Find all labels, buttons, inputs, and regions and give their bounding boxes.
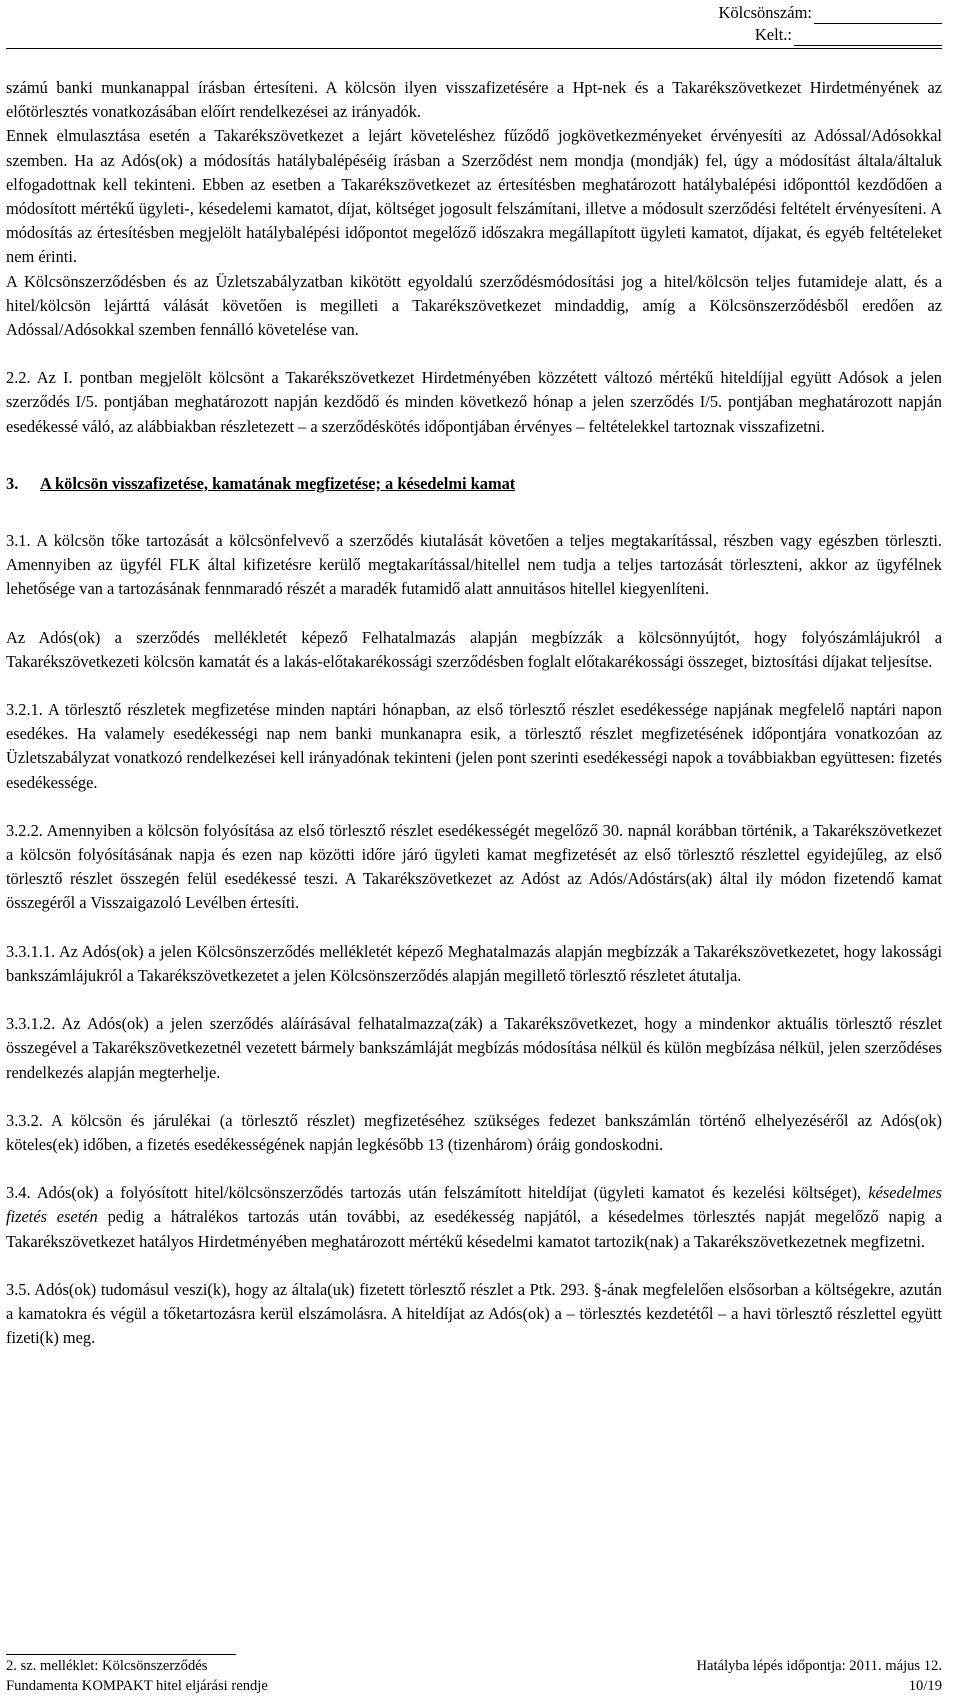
page-header	[602, 2, 942, 46]
paragraph-3-4-part-b: pedig a hátralékos tartozás után további, az esedékesség napjától, a késedelmes törlesztés napját megelőző napig a Takarékszövetkezet hatályos Hirdetményében meghatározott mértékű késedelmi kamatot tartozik(nak) a Takarékszövetkezetnek megfizetni.	[6, 1207, 942, 1251]
loan-number-blank	[814, 6, 942, 24]
page-number: 10/19	[908, 1678, 942, 1694]
document-body	[6, 76, 942, 1350]
paragraph-prepayment-notice: számú banki munkanappal írásban értesíteni. A kölcsön ilyen visszafizetésére a Hpt-nek és a Takarékszövetkezet Hirdetményének az előtörlesztés vonatkozásában előírt rendelkezései az irányadók.	[6, 78, 942, 122]
date-field	[602, 24, 942, 46]
page-footer	[6, 1656, 942, 1696]
loan-number-label: Kölcsönszám:	[718, 3, 812, 22]
paragraph-authorization: Az Adós(ok) a szerződés mellékletét képező Felhatalmazás alapján megbízzák a kölcsönnyújtót, hogy folyószámlájukról a Takarékszövetkezeti kölcsön kamatát és a lakás-előtakarékossági szerződésben foglalt előtakarékossági összeget, biztosítási díjakat teljesítse.	[6, 627, 942, 671]
loan-number-field	[602, 2, 942, 24]
paragraph-modification-terms: Ennek elmulasztása esetén a Takarékszövetkezet a lejárt követeléshez fűződő jogkövetkezményeket érvényesíti az Adóssal/Adósokkal szemben. Ha az Adós(ok) a módosítás hatálybalépéséig írásban a Szerződést nem mondja (mondják) fel, úgy a módosítást általa/általuk elfogadottnak kell tekinteni. Ebben az esetben a Takarékszövetkezet az értesítésben meghatározott hatálybalépési időponttól kezdődően a módosított mértékű ügyleti-, késedelemi kamatot, díjat, költséget jogosult felszámítani, illetve a módosult szerződési feltételt érvényesíteni. A módosítás az értesítésben megjelölt hatálybalépési időpontot megelőző időszakra megállapított ügyleti kamatot, díjakat, és egyéb feltételeket nem érinti.	[6, 126, 942, 267]
section-title: A kölcsön visszafizetése, kamatának megfizetése; a késedelmi kamat	[40, 473, 516, 493]
paragraph-2-2: 2.2. Az I. pontban megjelölt kölcsönt a Takarékszövetkezet Hirdetményében közzétett változó mértékű hiteldíjjal együtt Adósok a jelen szerződés I/5. pontjában meghatározott napján kezdődő és minden következő hónap a jelen szerződés I/5. pontjában meghatározott napján esedékessé váló, az alábbiakban részletezett – a szerződéskötés időpontjában érvényes – feltételekkel tartoznak visszafizetni.	[6, 368, 942, 436]
section-number: 3.	[6, 473, 19, 493]
paragraph-3-3-1-1: 3.3.1.1. Az Adós(ok) a jelen Kölcsönszerződés mellékletét képező Meghatalmazás alapján megbízzák a Takarékszövetkezetet, hogy lakossági bankszámlájukról a Takarékszövetkezetet a jelen Kölcsönszerződés alapján megillető törlesztő részletet átutalja.	[6, 941, 942, 985]
footer-divider	[6, 1654, 236, 1655]
paragraph-3-3-1-2: 3.3.1.2. Az Adós(ok) a jelen szerződés aláírásával felhatalmazza(zák) a Takarékszövetkezet, hogy a mindenkor aktuális törlesztő részlet összegével a Takarékszövetkezetnél vezetett bármely bankszámláját megbízás módosítása nélkül és külön megbízása nélkül, jelen szerződéses rendelkezés alapján megterhelje.	[6, 1014, 942, 1082]
paragraph-3-4	[6, 1181, 942, 1254]
paragraph-3-5: 3.5. Adós(ok) tudomásul veszi(k), hogy az általa(uk) fizetett törlesztő részlet a Ptk. 293. §-ának megfelelően elsősorban a költségekre, azután a kamatokra és végül a tőketartozásra kerül elszámolásra. A hiteldíjat az Adós(ok) a – törlesztés kezdetétől – a havi törlesztő részlettel együtt fizeti(k) meg.	[6, 1279, 942, 1348]
section-heading	[6, 472, 942, 496]
footer-appendix: 2. sz. melléklet: Kölcsönszerződés	[6, 1658, 208, 1674]
paragraph-3-3-2: 3.3.2. A kölcsön és járulékai (a törlesztő részlet) megfizetéséhez szükséges fedezet bankszámlán történő elhelyezéséről az Adós(ok) köteles(ek) időben, a fizetés esedékességének napján legkésőbb 13 (tizenhárom) óráig gondoskodni.	[6, 1110, 942, 1154]
footer-procedure: Fundamenta KOMPAKT hitel eljárási rendje	[6, 1678, 268, 1694]
paragraph-3-2-2: 3.2.2. Amennyiben a kölcsön folyósítása az első törlesztő részlet esedékességét megelőző 30. napnál korábban történik, a Takarékszövetkezet a kölcsön folyósításának napja és ezen nap közötti időre járó ügyleti kamat megfizetését az első törlesztő részlettel egyidejűleg, az első törlesztő részlet összegén felül esedékessé teszi. A Takarékszövetkezet az Adóst az Adós/Adóstárs(ak) által ily módon fizetendő kamat összegéről a Visszaigazoló Levélben értesíti.	[6, 820, 942, 913]
header-divider	[6, 48, 942, 49]
paragraph-3-1: 3.1. A kölcsön tőke tartozását a kölcsönfelvevő a szerződés kiutalását követően a teljes megtakarítással, részben vagy egészben törleszti. Amennyiben az ügyfél FLK által kifizetésre kerülő megtakarítással/hitellel nem tudja a teljes tartozását törleszteni, akkor az ügyfélnek lehetősége van a tartozásának fennmaradó részét a maradék futamidő alatt annuitásos hitellel kiegyenlíteni.	[6, 531, 942, 599]
paragraph-unilateral-modification: A Kölcsönszerződésben és az Üzletszabályzatban kikötött egyoldalú szerződésmódosítási jog a hitel/kölcsön teljes futamideje alatt, és a hitel/kölcsön lejárttá válását követően is megilleti a Takarékszövetkezet mindaddig, amíg a Kölcsönszerződésből eredően az Adóssal/Adósokkal szemben fennálló követelése van.	[6, 271, 942, 340]
paragraph-3-2-1: 3.2.1. A törlesztő részletek megfizetése minden naptári hónapban, az első törlesztő részlet esedékessége napjának megfelelő naptári napon esedékes. Ha valamely esedékességi nap nem banki munkanapra esik, a törlesztő részlet megfizetésének időpontjára vonatkozóan az Üzletszabályzat vonatkozó rendelkezései kell irányadónak tekinteni (jelen pont szerinti esedékességi napok a továbbiakban együttesen: fizetés esedékessége.	[6, 700, 942, 792]
date-label: Kelt.:	[754, 25, 792, 44]
footer-effective-date: Hatályba lépés időpontja: 2011. május 12.	[696, 1658, 942, 1674]
paragraph-3-4-italic: késedelmes fizetés esetén	[6, 1183, 942, 1227]
date-blank	[794, 28, 942, 46]
paragraph-3-4-part-a: 3.4. Adós(ok) a folyósított hitel/kölcsönszerződés tartozás után felszámított hiteldíjat (ügyleti kamatot és kezelési költséget),	[6, 1183, 869, 1203]
